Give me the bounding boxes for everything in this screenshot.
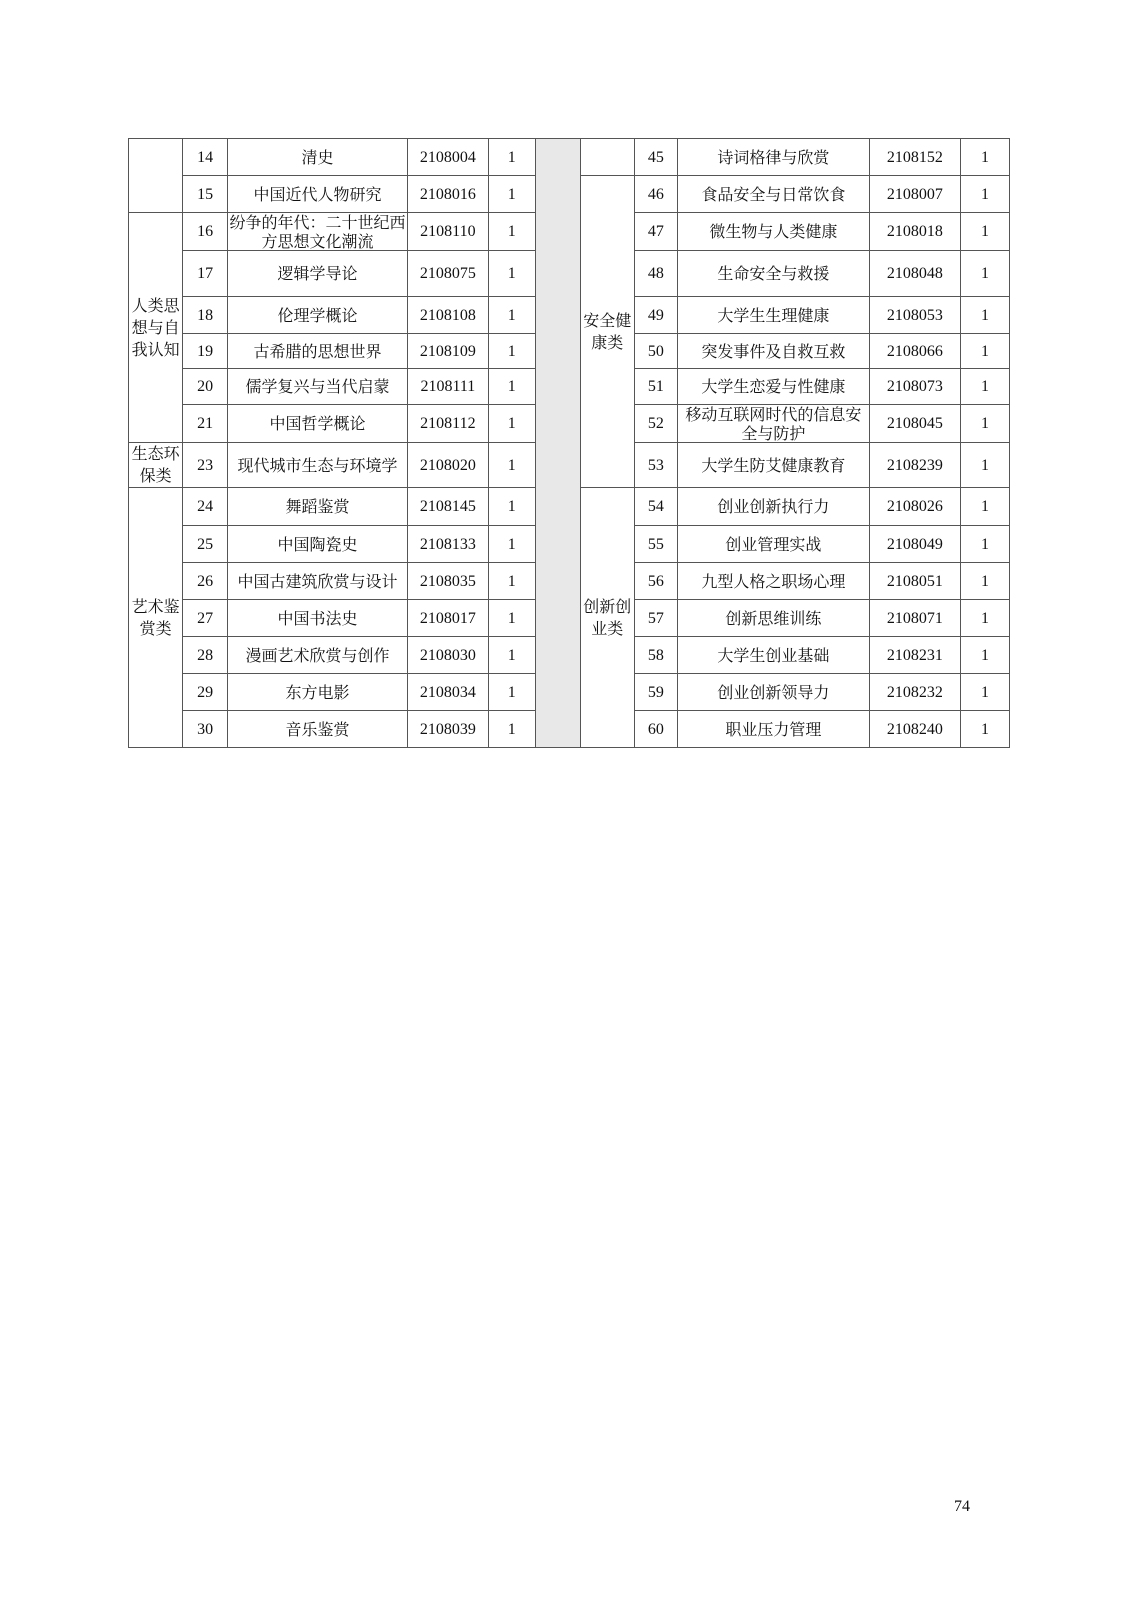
right-course-number: 58 [634, 637, 677, 674]
right-course-code: 2108007 [869, 176, 960, 213]
left-course-number: 15 [183, 176, 228, 213]
left-course-number: 26 [183, 563, 228, 600]
left-category-cell: 人类思想与自我认知 [129, 213, 183, 443]
right-course-credit: 1 [960, 711, 1009, 748]
table-body [129, 139, 1010, 748]
left-course-number: 21 [183, 405, 228, 443]
left-course-name: 伦理学概论 [228, 297, 408, 334]
right-course-code: 2108073 [869, 369, 960, 405]
right-course-code: 2108066 [869, 334, 960, 369]
left-course-code: 2108016 [408, 176, 489, 213]
column-gap [535, 139, 580, 748]
left-course-code: 2108075 [408, 251, 489, 297]
right-course-number: 56 [634, 563, 677, 600]
right-course-name: 九型人格之职场心理 [677, 563, 869, 600]
right-course-number: 53 [634, 443, 677, 488]
right-course-name: 创业创新领导力 [677, 674, 869, 711]
left-course-credit: 1 [488, 600, 535, 637]
left-course-name: 现代城市生态与环境学 [228, 443, 408, 488]
right-course-number: 55 [634, 526, 677, 563]
left-course-credit: 1 [488, 213, 535, 251]
left-course-credit: 1 [488, 297, 535, 334]
right-category-cell: 创新创业类 [580, 488, 634, 748]
right-course-credit: 1 [960, 563, 1009, 600]
right-course-credit: 1 [960, 176, 1009, 213]
right-course-code: 2108048 [869, 251, 960, 297]
left-course-number: 29 [183, 674, 228, 711]
left-course-name: 中国书法史 [228, 600, 408, 637]
left-course-number: 17 [183, 251, 228, 297]
right-course-number: 59 [634, 674, 677, 711]
left-course-credit: 1 [488, 443, 535, 488]
left-course-number: 18 [183, 297, 228, 334]
right-course-name: 创业创新执行力 [677, 488, 869, 526]
right-course-name: 大学生生理健康 [677, 297, 869, 334]
left-course-number: 23 [183, 443, 228, 488]
table-row [129, 139, 1010, 176]
right-course-credit: 1 [960, 251, 1009, 297]
left-course-credit: 1 [488, 405, 535, 443]
right-course-code: 2108239 [869, 443, 960, 488]
right-category-cell [580, 139, 634, 176]
left-course-name: 中国近代人物研究 [228, 176, 408, 213]
right-course-number: 49 [634, 297, 677, 334]
right-course-code: 2108240 [869, 711, 960, 748]
right-course-code: 2108051 [869, 563, 960, 600]
left-course-name: 古希腊的思想世界 [228, 334, 408, 369]
left-course-credit: 1 [488, 674, 535, 711]
right-course-number: 46 [634, 176, 677, 213]
right-course-credit: 1 [960, 443, 1009, 488]
right-course-number: 47 [634, 213, 677, 251]
right-course-code: 2108071 [869, 600, 960, 637]
right-course-number: 50 [634, 334, 677, 369]
right-course-credit: 1 [960, 600, 1009, 637]
left-course-credit: 1 [488, 176, 535, 213]
left-course-code: 2108133 [408, 526, 489, 563]
left-course-name [228, 213, 408, 251]
right-course-code: 2108026 [869, 488, 960, 526]
left-course-number: 20 [183, 369, 228, 405]
left-course-name: 漫画艺术欣赏与创作 [228, 637, 408, 674]
left-course-number: 28 [183, 637, 228, 674]
left-course-credit: 1 [488, 637, 535, 674]
left-course-credit: 1 [488, 251, 535, 297]
left-course-code: 2108145 [408, 488, 489, 526]
right-course-name: 大学生防艾健康教育 [677, 443, 869, 488]
course-table [128, 138, 1010, 748]
left-course-name: 儒学复兴与当代启蒙 [228, 369, 408, 405]
left-course-credit: 1 [488, 139, 535, 176]
left-course-credit: 1 [488, 369, 535, 405]
left-course-code: 2108020 [408, 443, 489, 488]
left-course-credit: 1 [488, 488, 535, 526]
left-course-credit: 1 [488, 526, 535, 563]
left-course-credit: 1 [488, 711, 535, 748]
right-course-name: 大学生恋爱与性健康 [677, 369, 869, 405]
left-course-code: 2108110 [408, 213, 489, 251]
right-course-credit: 1 [960, 369, 1009, 405]
left-course-name: 清史 [228, 139, 408, 176]
left-course-code: 2108111 [408, 369, 489, 405]
left-course-number: 16 [183, 213, 228, 251]
right-course-code: 2108049 [869, 526, 960, 563]
right-course-number: 60 [634, 711, 677, 748]
left-course-code: 2108035 [408, 563, 489, 600]
right-course-code: 2108231 [869, 637, 960, 674]
left-course-name: 中国古建筑欣赏与设计 [228, 563, 408, 600]
left-course-credit: 1 [488, 563, 535, 600]
right-course-code: 2108053 [869, 297, 960, 334]
left-course-name: 逻辑学导论 [228, 251, 408, 297]
right-course-credit: 1 [960, 637, 1009, 674]
left-category-cell: 艺术鉴赏类 [129, 488, 183, 748]
right-course-credit: 1 [960, 297, 1009, 334]
page-number: 74 [954, 1498, 970, 1515]
right-course-number: 45 [634, 139, 677, 176]
left-course-code: 2108034 [408, 674, 489, 711]
left-course-code: 2108017 [408, 600, 489, 637]
left-course-code: 2108109 [408, 334, 489, 369]
left-course-code: 2108004 [408, 139, 489, 176]
right-course-name: 诗词格律与欣赏 [677, 139, 869, 176]
left-course-code: 2108030 [408, 637, 489, 674]
left-course-number: 14 [183, 139, 228, 176]
right-course-name: 创新思维训练 [677, 600, 869, 637]
right-course-number: 48 [634, 251, 677, 297]
right-course-credit: 1 [960, 674, 1009, 711]
right-course-credit: 1 [960, 526, 1009, 563]
left-course-number: 25 [183, 526, 228, 563]
right-course-name: 生命安全与救援 [677, 251, 869, 297]
right-course-credit: 1 [960, 213, 1009, 251]
left-course-number: 24 [183, 488, 228, 526]
right-course-code: 2108045 [869, 405, 960, 443]
left-course-name: 中国哲学概论 [228, 405, 408, 443]
right-course-name: 创业管理实战 [677, 526, 869, 563]
right-course-number: 51 [634, 369, 677, 405]
right-course-code: 2108232 [869, 674, 960, 711]
left-course-code: 2108112 [408, 405, 489, 443]
left-category-cell: 生态环保类 [129, 443, 183, 488]
left-course-name-text: 纷争的年代：二十世纪西方思想文化潮流 [229, 213, 406, 250]
left-course-name: 东方电影 [228, 674, 408, 711]
left-course-number: 30 [183, 711, 228, 748]
right-course-number: 52 [634, 405, 677, 443]
left-course-credit: 1 [488, 334, 535, 369]
right-course-credit: 1 [960, 405, 1009, 443]
right-course-name: 微生物与人类健康 [677, 213, 869, 251]
left-course-number: 27 [183, 600, 228, 637]
right-course-name: 职业压力管理 [677, 711, 869, 748]
right-course-code: 2108152 [869, 139, 960, 176]
left-course-code: 2108039 [408, 711, 489, 748]
right-category-cell: 安全健康类 [580, 176, 634, 488]
right-course-name: 突发事件及自救互救 [677, 334, 869, 369]
right-course-name [677, 405, 869, 443]
right-course-name: 食品安全与日常饮食 [677, 176, 869, 213]
left-course-number: 19 [183, 334, 228, 369]
right-course-name: 大学生创业基础 [677, 637, 869, 674]
left-course-name: 舞蹈鉴赏 [228, 488, 408, 526]
right-course-number: 54 [634, 488, 677, 526]
left-course-code: 2108108 [408, 297, 489, 334]
right-course-credit: 1 [960, 488, 1009, 526]
left-category-cell [129, 139, 183, 213]
left-course-name: 音乐鉴赏 [228, 711, 408, 748]
right-course-code: 2108018 [869, 213, 960, 251]
right-course-name-text: 移动互联网时代的信息安全与防护 [685, 405, 862, 442]
right-course-number: 57 [634, 600, 677, 637]
right-course-credit: 1 [960, 334, 1009, 369]
left-course-name: 中国陶瓷史 [228, 526, 408, 563]
right-course-credit: 1 [960, 139, 1009, 176]
